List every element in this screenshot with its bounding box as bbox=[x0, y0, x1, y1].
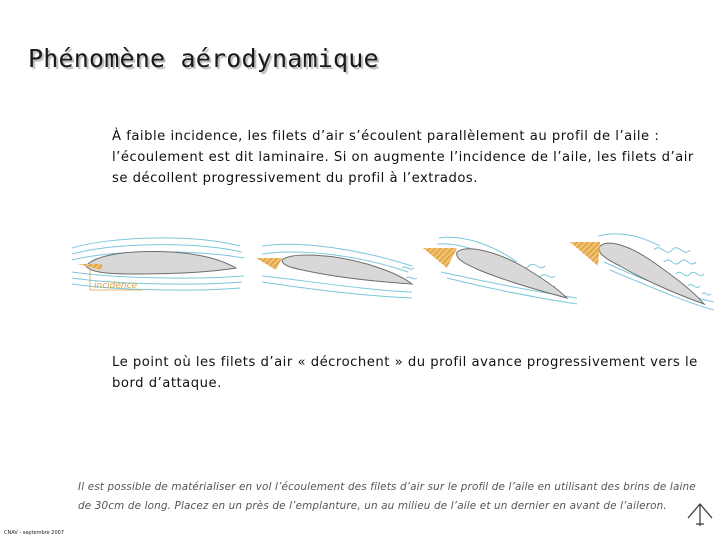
wing-section bbox=[599, 243, 704, 304]
airfoil-incidence-figure bbox=[72, 232, 720, 314]
wing-section bbox=[282, 255, 412, 284]
incidence-marker bbox=[256, 258, 282, 270]
wool-tufts-note: Il est possible de matérialiser en vol l’écoulement des filets d’air sur le profil de l’aile en utilisant des brins de laine de 30cm de long. Placez en un près de l’emplanture, un au milieu de l’aile et un dernier en avant de l’aileron. bbox=[78, 481, 696, 512]
incidence-label: incidence bbox=[94, 281, 138, 291]
airfoil-profile-moderate-incidence bbox=[256, 244, 417, 298]
airfoil-profile-stall-incidence bbox=[570, 234, 714, 310]
glider-logo bbox=[686, 498, 714, 528]
airfoil-profile-high-incidence bbox=[423, 237, 577, 304]
incidence-marker bbox=[570, 242, 600, 266]
wing-section bbox=[457, 249, 567, 298]
wing-section bbox=[86, 252, 236, 274]
airfoil-profile-low-incidence bbox=[72, 238, 244, 291]
paragraph-laminar-flow: À faible incidence, les filets d’air s’écoulent parallèlement au profil de l’aile : l’écoulement est dit laminaire. Si on augmente l’incidence de l’aile, les filets d’air se décollent progressivement du profil à l’extrados. bbox=[112, 129, 694, 186]
incidence-marker bbox=[423, 248, 457, 268]
footer-text: CNAV - septembre 2007 bbox=[4, 530, 65, 536]
paragraph-stall-point: Le point où les filets d’air « décrochent » du profil avance progressivement vers le bord d’attaque. bbox=[112, 355, 698, 391]
page-title: Phénomène aérodynamique bbox=[28, 44, 379, 73]
